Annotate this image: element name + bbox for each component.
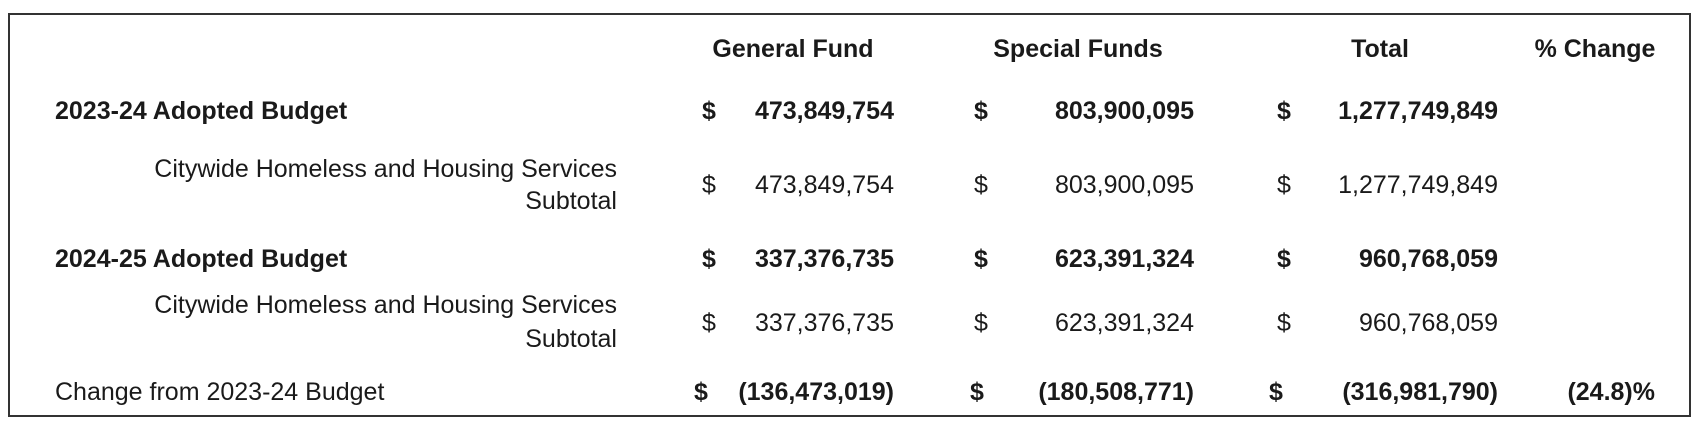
currency-symbol: $	[974, 171, 988, 199]
currency-symbol: $	[974, 309, 988, 337]
percent-change-value: (24.8)%	[1567, 378, 1655, 406]
general-fund-value: 337,376,735	[754, 309, 894, 337]
total-value: 1,277,749,849	[1338, 97, 1498, 125]
special-funds-value: 623,391,324	[1054, 309, 1194, 337]
currency-symbol: $	[702, 309, 716, 337]
total-value: 960,768,059	[1358, 309, 1498, 337]
total-value: (316,981,790)	[1342, 378, 1498, 406]
total-value: 960,768,059	[1358, 245, 1498, 273]
total-value: 1,277,749,849	[1338, 171, 1498, 199]
general-fund-value: 337,376,735	[754, 245, 894, 273]
header-special-funds: Special Funds	[993, 35, 1163, 63]
currency-symbol: $	[702, 97, 716, 125]
currency-symbol: $	[1277, 171, 1291, 199]
special-funds-value: (180,508,771)	[1038, 378, 1194, 406]
currency-symbol: $	[1269, 378, 1283, 406]
currency-symbol: $	[974, 97, 988, 125]
special-funds-value: 803,900,095	[1054, 171, 1194, 199]
special-funds-value: 803,900,095	[1054, 97, 1194, 125]
currency-symbol: $	[1277, 97, 1291, 125]
header-percent-change: % Change	[1534, 35, 1656, 63]
row-label: 2024-25 Adopted Budget	[55, 245, 348, 273]
currency-symbol: $	[1277, 245, 1291, 273]
row-label-line2: Subtotal	[525, 187, 617, 215]
row-label: Change from 2023-24 Budget	[55, 378, 385, 406]
header-total: Total	[1351, 35, 1409, 63]
currency-symbol: $	[702, 171, 716, 199]
currency-symbol: $	[974, 245, 988, 273]
currency-symbol: $	[970, 378, 984, 406]
row-label-line2: Subtotal	[525, 325, 617, 353]
row-label-line1: Citywide Homeless and Housing Services	[154, 291, 617, 319]
header-general-fund: General Fund	[712, 35, 874, 63]
currency-symbol: $	[702, 245, 716, 273]
general-fund-value: 473,849,754	[754, 97, 894, 125]
row-label-line1: Citywide Homeless and Housing Services	[154, 155, 617, 183]
general-fund-value: (136,473,019)	[738, 378, 894, 406]
currency-symbol: $	[694, 378, 708, 406]
row-label: 2023-24 Adopted Budget	[55, 97, 348, 125]
special-funds-value: 623,391,324	[1054, 245, 1194, 273]
general-fund-value: 473,849,754	[754, 171, 894, 199]
currency-symbol: $	[1277, 309, 1291, 337]
